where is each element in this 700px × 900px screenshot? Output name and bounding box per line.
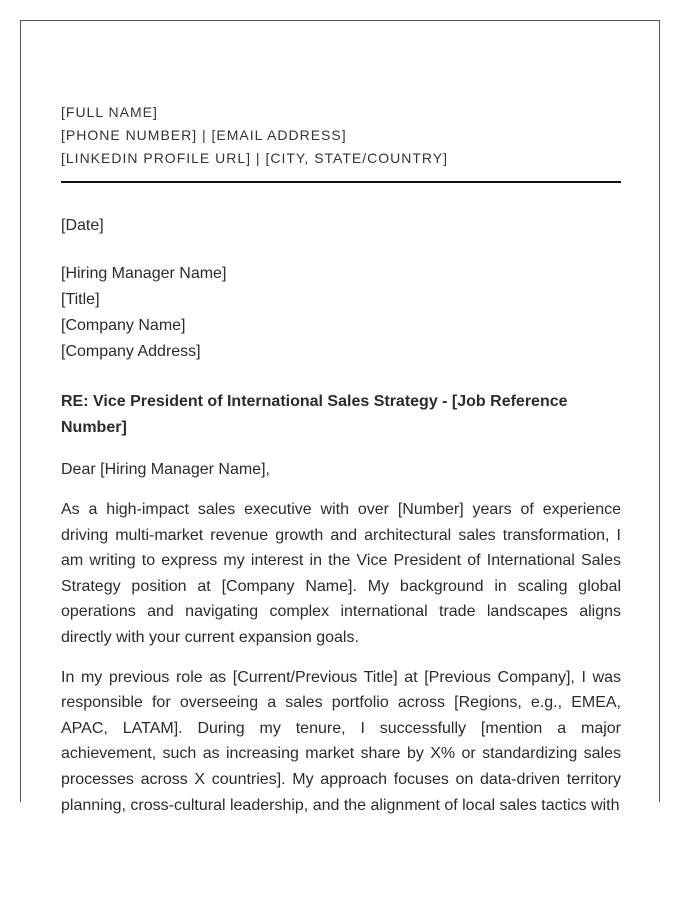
document-page (20, 20, 660, 814)
sender-location-line: [LINKEDIN PROFILE URL] | [CITY, STATE/COUNTRY] (61, 150, 448, 166)
subject-line: RE: Vice President of International Sales Strategy - [Job Reference Number] (61, 393, 568, 436)
recipient-name: [Hiring Manager Name] (61, 265, 227, 282)
recipient-block (61, 261, 621, 365)
letter-date: [Date] (61, 217, 104, 234)
header-divider (61, 181, 621, 183)
sender-contact-line: [PHONE NUMBER] | [EMAIL ADDRESS] (61, 127, 347, 143)
salutation: Dear [Hiring Manager Name], (61, 461, 270, 478)
sender-full-name: [FULL NAME] (61, 104, 158, 120)
recipient-address: [Company Address] (61, 343, 201, 360)
body-paragraph: As a high-impact sales executive with over [Number] years of experience driving multi-market revenue growth and architectural sales transformation, I am writing to express my interest in the Vice President of International Sales Strategy position at [Company Name]. My background in scaling global operations and navigating complex international trade landscapes aligns directly with your current expansion goals. (61, 501, 621, 646)
letter-content (61, 101, 621, 818)
recipient-title: [Title] (61, 291, 100, 308)
recipient-company: [Company Name] (61, 317, 186, 334)
body-paragraph: In my previous role as [Current/Previous Title] at [Previous Company], I was responsible for overseeing a sales portfolio across [Regions, e.g., EMEA, APAC, LATAM]. During my tenure, I successfully [mention a major achievement, such as increasing market share by X% or standardizing sales processes across X countries]. My approach focuses on data-driven territory planning, cross-cultural leadership, and the alignment of local sales tactics with (61, 668, 621, 814)
